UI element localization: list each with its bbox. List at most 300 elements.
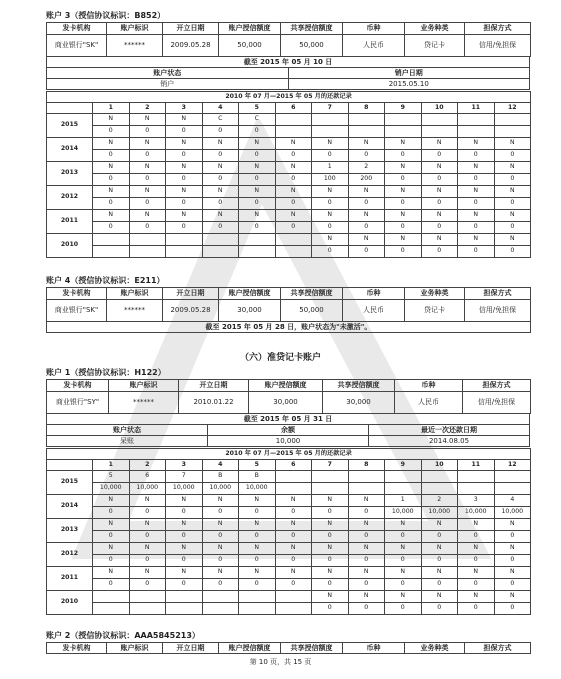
account-3-repayment-table (46, 91, 531, 258)
status-code: N (202, 567, 239, 579)
overdue-amount: 0 (239, 507, 276, 519)
status-code: N (239, 210, 276, 222)
overdue-amount: 0 (348, 603, 385, 615)
overdue-amount: 0 (93, 150, 130, 162)
overdue-amount: 0 (421, 579, 458, 591)
cell-value: 人民币 (343, 35, 405, 57)
status-code: N (312, 519, 349, 531)
account-1-info-table (46, 379, 531, 414)
status-code: 2 (348, 162, 385, 174)
overdue-amount: 0 (312, 555, 349, 567)
overdue-amount: 0 (93, 531, 130, 543)
overdue-amount (312, 126, 349, 138)
status-code: N (421, 186, 458, 198)
month-header: 11 (458, 460, 495, 471)
overdue-amount: 0 (348, 507, 385, 519)
overdue-amount: 0 (348, 579, 385, 591)
status-code: N (348, 234, 385, 246)
month-header: 6 (275, 460, 312, 471)
overdue-amount (458, 483, 495, 495)
status-code: N (494, 138, 531, 150)
overdue-amount (312, 483, 349, 495)
overdue-amount: 100 (312, 174, 349, 186)
status-code (312, 114, 349, 126)
status-code: B (202, 471, 239, 483)
status-code: N (202, 210, 239, 222)
overdue-amount (385, 483, 422, 495)
cell-value: 50,000 (281, 35, 343, 57)
column-header: 发卡机构 (47, 380, 109, 392)
as-of-date: 截至 2015 年 05 月 10 日 (47, 57, 530, 68)
account-3-status-table (46, 56, 530, 90)
cell-value: 商业银行"SK" (47, 35, 107, 57)
status-code: N (239, 186, 276, 198)
column-header: 币种 (343, 643, 405, 654)
column-header: 账户标识 (107, 288, 163, 300)
cell-value: 50,000 (219, 35, 281, 57)
account-4-info-table (46, 287, 531, 333)
overdue-amount: 10,000 (494, 507, 531, 519)
overdue-amount: 0 (458, 603, 495, 615)
overdue-amount: 0 (166, 198, 203, 210)
status-code (421, 114, 458, 126)
overdue-amount: 0 (385, 174, 422, 186)
year-label: 2013 (47, 162, 93, 186)
status-code: C (202, 114, 239, 126)
overdue-amount: 0 (421, 150, 458, 162)
overdue-amount: 0 (348, 198, 385, 210)
status-code: N (93, 114, 130, 126)
status-code: 4 (494, 495, 531, 507)
overdue-amount: 0 (129, 531, 166, 543)
status-code: N (93, 210, 130, 222)
status-code (239, 234, 276, 246)
overdue-amount (348, 483, 385, 495)
overdue-amount (166, 603, 203, 615)
overdue-amount: 0 (421, 222, 458, 234)
overdue-amount: 0 (275, 222, 312, 234)
status-code: N (494, 210, 531, 222)
month-header: 3 (166, 103, 203, 114)
last-payment-header: 最近一次还款日期 (369, 425, 530, 436)
overdue-amount: 0 (129, 198, 166, 210)
status-code: N (202, 138, 239, 150)
overdue-amount: 0 (129, 174, 166, 186)
status-code: N (312, 186, 349, 198)
cell-value: 2009.05.28 (163, 300, 219, 322)
status-code: N (458, 162, 495, 174)
overdue-amount: 0 (93, 174, 130, 186)
overdue-amount: 0 (129, 579, 166, 591)
status-code (93, 234, 130, 246)
column-header: 共享授信额度 (281, 643, 343, 654)
status-code: N (239, 519, 276, 531)
status-code: N (202, 543, 239, 555)
status-code: N (348, 186, 385, 198)
month-header: 1 (93, 103, 130, 114)
month-header: 10 (421, 103, 458, 114)
column-header: 开立日期 (163, 643, 219, 654)
account-3-title: 账户 3（授信协议标识：B852） (46, 11, 166, 20)
cell-value: 人民币 (395, 392, 463, 414)
overdue-amount (275, 603, 312, 615)
overdue-amount: 0 (421, 198, 458, 210)
overdue-amount: 0 (202, 150, 239, 162)
cell-value: 商业银行"SK" (47, 300, 107, 322)
column-header: 账户授信额度 (249, 380, 323, 392)
status-code: N (458, 186, 495, 198)
overdue-amount: 0 (166, 126, 203, 138)
cell-value: ****** (107, 300, 163, 322)
overdue-amount: 10,000 (239, 483, 276, 495)
overdue-amount (93, 603, 130, 615)
month-corner (47, 460, 93, 471)
overdue-amount: 0 (312, 198, 349, 210)
overdue-amount: 0 (458, 150, 495, 162)
overdue-amount: 0 (312, 246, 349, 258)
status-code (494, 114, 531, 126)
status-code (275, 234, 312, 246)
status-code (348, 114, 385, 126)
status-code: N (93, 138, 130, 150)
status-code: 6 (129, 471, 166, 483)
status-code: N (348, 543, 385, 555)
status-code: N (348, 210, 385, 222)
status-code: N (166, 519, 203, 531)
overdue-amount: 0 (348, 246, 385, 258)
status-code: N (421, 138, 458, 150)
overdue-amount: 0 (202, 555, 239, 567)
status-code: N (312, 567, 349, 579)
overdue-amount: 0 (348, 555, 385, 567)
overdue-amount: 0 (239, 150, 276, 162)
status-code: N (385, 138, 422, 150)
status-code (202, 234, 239, 246)
overdue-amount (494, 126, 531, 138)
status-header: 账户状态 (47, 425, 208, 436)
status-code: 1 (385, 495, 422, 507)
status-code: N (421, 519, 458, 531)
status-code: 1 (312, 162, 349, 174)
overdue-amount: 10,000 (166, 483, 203, 495)
status-code: N (93, 519, 130, 531)
status-code: N (494, 162, 531, 174)
status-code: N (312, 495, 349, 507)
status-code: N (312, 138, 349, 150)
overdue-amount (239, 603, 276, 615)
overdue-amount: 0 (239, 555, 276, 567)
status-code: C (239, 114, 276, 126)
cell-value: 商业银行"SY" (47, 392, 109, 414)
column-header: 业务种类 (405, 643, 465, 654)
status-code: N (166, 138, 203, 150)
month-header: 7 (312, 103, 349, 114)
overdue-amount: 0 (458, 579, 495, 591)
overdue-amount: 10,000 (421, 507, 458, 519)
column-header: 币种 (343, 288, 405, 300)
status-code: N (129, 138, 166, 150)
status-code: N (385, 567, 422, 579)
overdue-amount: 0 (494, 198, 531, 210)
month-header: 2 (129, 103, 166, 114)
overdue-amount: 0 (202, 198, 239, 210)
column-header: 开立日期 (163, 288, 219, 300)
month-header: 10 (421, 460, 458, 471)
month-header: 4 (202, 460, 239, 471)
status-code: N (348, 138, 385, 150)
status-code: N (458, 591, 495, 603)
overdue-amount: 0 (93, 222, 130, 234)
overdue-amount: 0 (202, 531, 239, 543)
cell-value: 30,000 (249, 392, 323, 414)
status-code: N (239, 162, 276, 174)
overdue-amount: 0 (239, 579, 276, 591)
column-header: 账户授信额度 (219, 288, 281, 300)
close-date-header: 销户日期 (288, 68, 530, 79)
status-code (202, 591, 239, 603)
overdue-amount: 0 (385, 222, 422, 234)
overdue-amount: 0 (166, 507, 203, 519)
overdue-amount: 0 (458, 174, 495, 186)
overdue-amount: 0 (458, 555, 495, 567)
overdue-amount: 0 (129, 555, 166, 567)
status-code: N (275, 186, 312, 198)
overdue-amount (421, 126, 458, 138)
status-code: N (385, 543, 422, 555)
section-title: （六）准贷记卡账户 (239, 353, 321, 363)
overdue-amount: 0 (494, 150, 531, 162)
status-code: N (494, 519, 531, 531)
overdue-amount (202, 246, 239, 258)
overdue-amount (494, 483, 531, 495)
overdue-amount (348, 126, 385, 138)
month-header: 12 (494, 103, 531, 114)
cell-value: 贷记卡 (405, 300, 465, 322)
overdue-amount: 10,000 (93, 483, 130, 495)
status-code: N (239, 543, 276, 555)
cell-value: 信用/免担保 (465, 300, 531, 322)
overdue-amount: 0 (385, 603, 422, 615)
overdue-amount: 0 (202, 126, 239, 138)
overdue-amount (129, 246, 166, 258)
status-code (385, 471, 422, 483)
year-label: 2012 (47, 543, 93, 567)
year-label: 2015 (47, 471, 93, 495)
overdue-amount: 0 (93, 126, 130, 138)
overdue-amount: 0 (166, 555, 203, 567)
status-code: B (239, 471, 276, 483)
column-header: 业务种类 (405, 23, 465, 35)
column-header: 担保方式 (465, 288, 531, 300)
month-header: 6 (275, 103, 312, 114)
overdue-amount: 0 (166, 150, 203, 162)
overdue-amount (458, 126, 495, 138)
status-code: N (239, 138, 276, 150)
status-code: N (202, 186, 239, 198)
status-code (458, 471, 495, 483)
status-code: 5 (93, 471, 130, 483)
account-2-info-table (46, 642, 531, 654)
overdue-amount: 10,000 (129, 483, 166, 495)
column-header: 开立日期 (179, 380, 249, 392)
overdue-amount: 0 (239, 222, 276, 234)
month-header: 8 (348, 460, 385, 471)
repayment-title: 2010 年 07 月—2015 年 05 月的还款记录 (47, 449, 531, 460)
account-2-title: 账户 2（授信协议标识：AAA5845213） (46, 631, 200, 640)
month-header: 11 (458, 103, 495, 114)
column-header: 共享授信额度 (323, 380, 395, 392)
overdue-amount: 0 (421, 531, 458, 543)
overdue-amount: 0 (93, 579, 130, 591)
status-code (129, 234, 166, 246)
month-header: 9 (385, 460, 422, 471)
status-code: 7 (166, 471, 203, 483)
status-code: N (421, 210, 458, 222)
cell-value: 2010.01.22 (179, 392, 249, 414)
overdue-amount: 200 (348, 174, 385, 186)
status-code: N (458, 519, 495, 531)
status-code: N (93, 495, 130, 507)
overdue-amount: 0 (312, 507, 349, 519)
overdue-amount: 0 (494, 174, 531, 186)
year-label: 2010 (47, 591, 93, 615)
overdue-amount: 0 (202, 222, 239, 234)
overdue-amount: 0 (385, 531, 422, 543)
status-code: N (129, 186, 166, 198)
account-1-repayment-table (46, 448, 531, 615)
status-code (275, 591, 312, 603)
year-label: 2014 (47, 138, 93, 162)
overdue-amount (129, 603, 166, 615)
year-label: 2010 (47, 234, 93, 258)
year-label: 2015 (47, 114, 93, 138)
overdue-amount (275, 246, 312, 258)
overdue-amount: 0 (166, 222, 203, 234)
overdue-amount: 0 (166, 579, 203, 591)
status-code: N (385, 591, 422, 603)
status-code: N (166, 495, 203, 507)
status-code: N (421, 162, 458, 174)
column-header: 共享授信额度 (281, 288, 343, 300)
column-header: 账户授信额度 (219, 23, 281, 35)
status-code: N (275, 567, 312, 579)
overdue-amount: 0 (385, 579, 422, 591)
overdue-amount: 0 (494, 246, 531, 258)
status-code: N (421, 591, 458, 603)
month-header: 4 (202, 103, 239, 114)
balance: 10,000 (208, 436, 369, 447)
status-code: N (129, 543, 166, 555)
close-date: 2015.05.10 (288, 79, 530, 90)
status-code: N (385, 186, 422, 198)
status-code: N (129, 210, 166, 222)
overdue-amount: 0 (275, 507, 312, 519)
status-code (93, 591, 130, 603)
status-code: N (93, 186, 130, 198)
cell-value: 信用/免担保 (463, 392, 531, 414)
overdue-amount: 0 (458, 198, 495, 210)
column-header: 币种 (343, 23, 405, 35)
month-corner (47, 103, 93, 114)
status-code: N (385, 519, 422, 531)
overdue-amount: 0 (93, 198, 130, 210)
overdue-amount: 0 (385, 198, 422, 210)
overdue-amount: 10,000 (202, 483, 239, 495)
column-header: 担保方式 (463, 380, 531, 392)
status-code: N (458, 567, 495, 579)
status-code: N (458, 234, 495, 246)
overdue-amount: 0 (421, 603, 458, 615)
status-code: N (129, 519, 166, 531)
status-code (166, 234, 203, 246)
account-4-note: 截至 2015 年 05 月 28 日，账户状态为"未激活"。 (47, 322, 531, 333)
status-code (239, 591, 276, 603)
column-header: 担保方式 (465, 643, 531, 654)
status-code: N (348, 567, 385, 579)
status-code: N (494, 591, 531, 603)
overdue-amount (166, 246, 203, 258)
status-code: N (348, 519, 385, 531)
status-code: N (239, 567, 276, 579)
overdue-amount: 0 (202, 507, 239, 519)
status-code: N (494, 543, 531, 555)
account-status: 呆账 (47, 436, 208, 447)
status-code (312, 471, 349, 483)
overdue-amount (421, 483, 458, 495)
balance-header: 余额 (208, 425, 369, 436)
status-code (166, 591, 203, 603)
account-1-status-table (46, 413, 530, 447)
status-code: N (166, 543, 203, 555)
overdue-amount: 0 (385, 150, 422, 162)
status-code: N (312, 210, 349, 222)
status-code: N (348, 495, 385, 507)
overdue-amount: 0 (202, 174, 239, 186)
status-code: N (421, 234, 458, 246)
overdue-amount: 0 (239, 174, 276, 186)
overdue-amount: 0 (458, 246, 495, 258)
status-code: N (458, 543, 495, 555)
overdue-amount: 0 (129, 507, 166, 519)
account-1-title: 账户 1（授信协议标识：H122） (46, 368, 166, 377)
overdue-amount: 0 (239, 198, 276, 210)
status-code: N (129, 567, 166, 579)
status-code: N (421, 543, 458, 555)
overdue-amount: 0 (494, 579, 531, 591)
status-code: N (93, 543, 130, 555)
overdue-amount: 0 (275, 174, 312, 186)
status-code: N (275, 162, 312, 174)
overdue-amount (202, 603, 239, 615)
column-header: 账户标识 (107, 643, 163, 654)
overdue-amount: 0 (348, 222, 385, 234)
overdue-amount: 0 (93, 507, 130, 519)
overdue-amount: 0 (275, 555, 312, 567)
overdue-amount: 0 (129, 222, 166, 234)
status-code: N (458, 210, 495, 222)
cell-value: 30,000 (219, 300, 281, 322)
status-code: N (93, 567, 130, 579)
overdue-amount (385, 126, 422, 138)
overdue-amount: 0 (494, 603, 531, 615)
column-header: 开立日期 (163, 23, 219, 35)
status-code: N (166, 186, 203, 198)
page-footer: 第 10 页，共 15 页 (249, 658, 312, 666)
column-header: 共享授信额度 (281, 23, 343, 35)
account-4-title: 账户 4（授信协议标识：E211） (46, 276, 165, 285)
status-code: N (421, 567, 458, 579)
cell-value: 人民币 (343, 300, 405, 322)
